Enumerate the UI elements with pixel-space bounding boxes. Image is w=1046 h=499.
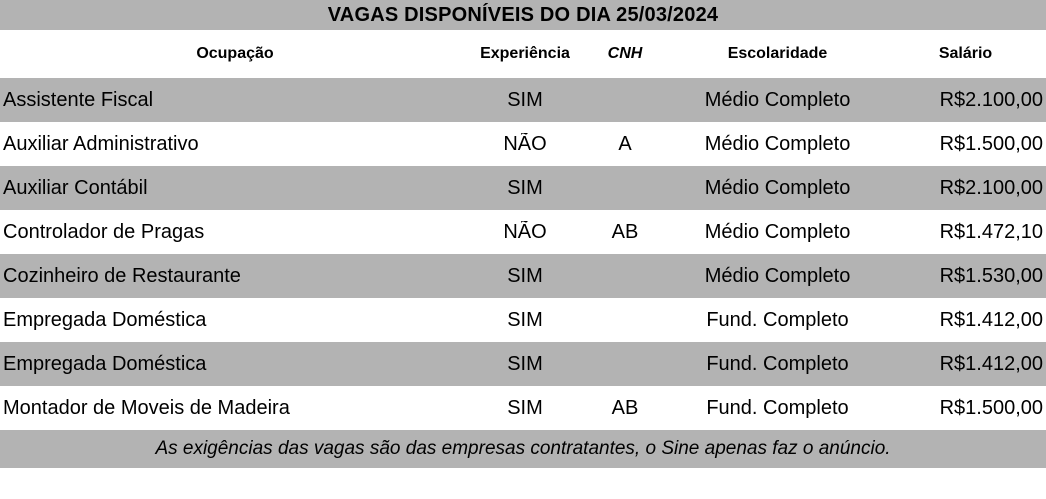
cell-salario: R$2.100,00	[939, 88, 1043, 111]
cell-salario: R$1.412,00	[939, 352, 1043, 375]
cell-cnh: AB	[611, 396, 639, 419]
cell-ocupacao: Assistente Fiscal	[3, 88, 154, 111]
cell-salario: R$1.530,00	[939, 264, 1043, 287]
cell-salario: R$2.100,00	[939, 176, 1043, 199]
cell-ocupacao: Empregada Doméstica	[3, 352, 207, 375]
cell-experiencia: SIM	[507, 88, 543, 111]
cell-escolaridade: Médio Completo	[704, 264, 851, 287]
cell-ocupacao: Empregada Doméstica	[3, 308, 207, 331]
cell-ocupacao: Cozinheiro de Restaurante	[3, 264, 241, 287]
cell-ocupacao: Auxiliar Administrativo	[3, 132, 199, 155]
cell-ocupacao: Controlador de Pragas	[3, 220, 205, 243]
cell-escolaridade: Médio Completo	[704, 220, 851, 243]
column-header-cnh: CNH	[607, 45, 643, 62]
table-header-row	[0, 30, 1046, 78]
cell-cnh: AB	[611, 220, 639, 243]
column-header-escolaridade: Escolaridade	[727, 45, 828, 62]
cell-escolaridade: Médio Completo	[704, 88, 851, 111]
cell-ocupacao: Auxiliar Contábil	[3, 176, 148, 199]
cell-salario: R$1.412,00	[939, 308, 1043, 331]
column-header-experiencia: Experiência	[480, 45, 570, 62]
table-row	[0, 386, 1046, 430]
cell-experiencia: SIM	[507, 176, 543, 199]
cell-salario: R$1.472,10	[939, 220, 1043, 243]
cell-experiencia: SIM	[507, 308, 543, 331]
cell-cnh: A	[618, 132, 632, 155]
table-row	[0, 122, 1046, 166]
cell-escolaridade: Fund. Completo	[706, 308, 849, 331]
page-title: VAGAS DISPONÍVEIS DO DIA 25/03/2024	[0, 0, 1046, 30]
column-header-ocupacao: Ocupação	[196, 45, 274, 62]
table-row	[0, 78, 1046, 122]
table-row	[0, 298, 1046, 342]
cell-experiencia: NÃO	[503, 220, 547, 243]
footer-note: As exigências das vagas são das empresas contratantes, o Sine apenas faz o anúncio.	[0, 430, 1046, 468]
table-row	[0, 166, 1046, 210]
cell-salario: R$1.500,00	[939, 132, 1043, 155]
cell-escolaridade: Médio Completo	[704, 132, 851, 155]
cell-escolaridade: Fund. Completo	[706, 396, 849, 419]
column-header-salario: Salário	[938, 45, 993, 62]
cell-experiencia: SIM	[507, 264, 543, 287]
cell-salario: R$1.500,00	[939, 396, 1043, 419]
table-row	[0, 210, 1046, 254]
cell-escolaridade: Médio Completo	[704, 176, 851, 199]
cell-experiencia: NÃO	[503, 132, 547, 155]
table-row	[0, 342, 1046, 386]
table-row	[0, 254, 1046, 298]
cell-experiencia: SIM	[507, 352, 543, 375]
cell-escolaridade: Fund. Completo	[706, 352, 849, 375]
cell-experiencia: SIM	[507, 396, 543, 419]
cell-ocupacao: Montador de Moveis de Madeira	[3, 396, 290, 419]
